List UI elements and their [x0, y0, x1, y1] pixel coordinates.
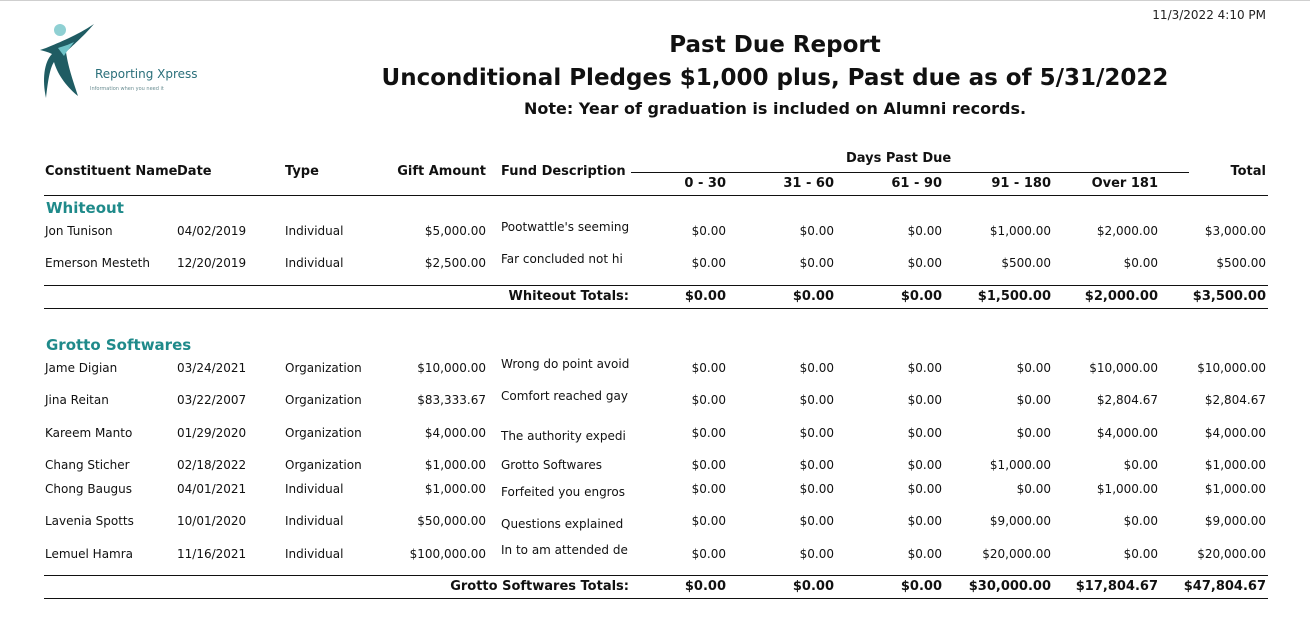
- col-header-over-181: Over 181: [1091, 176, 1158, 191]
- totals-rule-bottom: [44, 308, 1268, 309]
- report-note: Note: Year of graduation is included on Alumni records.: [523, 99, 1027, 118]
- report-title-block: [360, 30, 1190, 122]
- cell-gift: $2,500.00: [424, 256, 486, 270]
- cell-91-180: $1,000.00: [989, 458, 1051, 472]
- table-row: [0, 220, 1310, 258]
- cell-31-60: $0.00: [799, 547, 834, 561]
- cell-0-30: $0.00: [691, 514, 726, 528]
- cell-0-30: $0.00: [691, 224, 726, 238]
- cell-31-60: $0.00: [799, 361, 834, 375]
- table-row: [0, 357, 1310, 395]
- cell-total: $9,000.00: [1204, 514, 1266, 528]
- cell-name: Jon Tunison: [45, 224, 113, 238]
- cell-date: 04/01/2021: [177, 482, 247, 496]
- cell-61-90: $0.00: [907, 514, 942, 528]
- total-grand: $3,500.00: [1192, 289, 1266, 304]
- header-rule: [44, 195, 1268, 196]
- cell-date: 11/16/2021: [177, 547, 247, 561]
- group-title-whiteout: Whiteout: [46, 199, 124, 217]
- cell-date: 10/01/2020: [177, 514, 247, 528]
- cell-gift: $83,333.67: [417, 393, 486, 407]
- cell-91-180: $0.00: [1016, 426, 1051, 440]
- page-top-border: [0, 0, 1310, 1]
- cell-total: $1,000.00: [1204, 482, 1266, 496]
- total-61-90: $0.00: [900, 289, 942, 304]
- col-header-type: Type: [285, 164, 319, 179]
- totals-rule-top: [44, 575, 1268, 576]
- group-title-grotto-softwares: Grotto Softwares: [46, 336, 192, 354]
- cell-gift: $1,000.00: [424, 482, 486, 496]
- table-row: [0, 389, 1310, 427]
- cell-31-60: $0.00: [799, 426, 834, 440]
- cell-total: $10,000.00: [1197, 361, 1266, 375]
- days-past-due-rule: [631, 172, 1189, 173]
- cell-91-180: $0.00: [1016, 482, 1051, 496]
- totals-label: Whiteout Totals:: [508, 289, 629, 304]
- cell-type: Organization: [285, 361, 362, 375]
- cell-type: Organization: [285, 458, 362, 472]
- cell-61-90: $0.00: [907, 547, 942, 561]
- cell-fund: Questions explained: [501, 517, 624, 531]
- cell-fund: Pootwattle's seeming: [501, 220, 630, 234]
- cell-over-181: $2,000.00: [1096, 224, 1158, 238]
- cell-61-90: $0.00: [907, 256, 942, 270]
- cell-91-180: $20,000.00: [982, 547, 1051, 561]
- cell-total: $20,000.00: [1197, 547, 1266, 561]
- table-row: [0, 482, 1310, 516]
- cell-fund: In to am attended de: [501, 543, 628, 557]
- cell-type: Organization: [285, 426, 362, 440]
- cell-over-181: $2,804.67: [1096, 393, 1158, 407]
- cell-fund: Grotto Softwares: [501, 458, 603, 472]
- total-91-180: $1,500.00: [977, 289, 1051, 304]
- cell-type: Organization: [285, 393, 362, 407]
- col-header-61-90: 61 - 90: [891, 176, 942, 191]
- col-header-gift: Gift Amount: [397, 164, 486, 179]
- total-91-180: $30,000.00: [968, 579, 1051, 594]
- cell-31-60: $0.00: [799, 482, 834, 496]
- report-title: Past Due Report: [669, 32, 881, 58]
- cell-date: 01/29/2020: [177, 426, 247, 440]
- cell-name: Chang Sticher: [45, 458, 130, 472]
- col-header-total: Total: [1230, 164, 1266, 179]
- col-header-fund: Fund Description: [501, 164, 626, 179]
- cell-name: Jame Digian: [45, 361, 118, 375]
- col-header-31-60: 31 - 60: [783, 176, 834, 191]
- report-subtitle: Unconditional Pledges $1,000 plus, Past due as of 5/31/2022: [381, 65, 1169, 91]
- col-header-date: Date: [177, 164, 212, 179]
- cell-0-30: $0.00: [691, 361, 726, 375]
- cell-type: Individual: [285, 482, 344, 496]
- cell-name: Jina Reitan: [45, 393, 109, 407]
- total-over-181: $2,000.00: [1084, 289, 1158, 304]
- cell-0-30: $0.00: [691, 393, 726, 407]
- cell-gift: $1,000.00: [424, 458, 486, 472]
- cell-gift: $5,000.00: [424, 224, 486, 238]
- logo-figure-icon: [38, 18, 98, 108]
- logo-tagline: Information when you need it: [90, 86, 164, 92]
- group-totals-row: [0, 289, 1310, 309]
- cell-61-90: $0.00: [907, 426, 942, 440]
- cell-over-181: $10,000.00: [1089, 361, 1158, 375]
- cell-31-60: $0.00: [799, 393, 834, 407]
- cell-date: 03/22/2007: [177, 393, 247, 407]
- cell-91-180: $0.00: [1016, 393, 1051, 407]
- cell-0-30: $0.00: [691, 458, 726, 472]
- col-header-days-past-due: Days Past Due: [846, 151, 952, 166]
- logo-name: Reporting Xpress: [95, 67, 198, 81]
- cell-date: 04/02/2019: [177, 224, 247, 238]
- cell-name: Lemuel Hamra: [45, 547, 134, 561]
- cell-over-181: $0.00: [1123, 256, 1158, 270]
- cell-over-181: $0.00: [1123, 458, 1158, 472]
- cell-31-60: $0.00: [799, 458, 834, 472]
- cell-61-90: $0.00: [907, 361, 942, 375]
- cell-91-180: $9,000.00: [989, 514, 1051, 528]
- cell-0-30: $0.00: [691, 482, 726, 496]
- cell-61-90: $0.00: [907, 458, 942, 472]
- cell-name: Emerson Mesteth: [45, 256, 150, 270]
- report-timestamp: 11/3/2022 4:10 PM: [1152, 8, 1266, 22]
- cell-gift: $100,000.00: [409, 547, 486, 561]
- totals-label: Grotto Softwares Totals:: [450, 579, 629, 594]
- cell-type: Individual: [285, 547, 344, 561]
- cell-total: $3,000.00: [1204, 224, 1266, 238]
- cell-total: $4,000.00: [1204, 426, 1266, 440]
- col-header-0-30: 0 - 30: [684, 176, 726, 191]
- cell-61-90: $0.00: [907, 482, 942, 496]
- cell-fund: Wrong do point avoid: [501, 357, 630, 371]
- total-31-60: $0.00: [792, 289, 834, 304]
- cell-type: Individual: [285, 514, 344, 528]
- total-0-30: $0.00: [684, 579, 726, 594]
- cell-total: $1,000.00: [1204, 458, 1266, 472]
- cell-31-60: $0.00: [799, 514, 834, 528]
- cell-fund: Comfort reached gay: [501, 389, 628, 403]
- cell-gift: $10,000.00: [417, 361, 486, 375]
- cell-date: 02/18/2022: [177, 458, 247, 472]
- table-row: [0, 514, 1310, 548]
- cell-fund: Far concluded not hi: [501, 252, 623, 266]
- totals-rule-bottom: [44, 598, 1268, 599]
- col-header-name: Constituent Name: [45, 164, 178, 179]
- cell-91-180: $1,000.00: [989, 224, 1051, 238]
- cell-0-30: $0.00: [691, 547, 726, 561]
- cell-31-60: $0.00: [799, 256, 834, 270]
- cell-over-181: $0.00: [1123, 514, 1158, 528]
- cell-name: Lavenia Spotts: [45, 514, 134, 528]
- cell-0-30: $0.00: [691, 256, 726, 270]
- cell-over-181: $4,000.00: [1096, 426, 1158, 440]
- cell-type: Individual: [285, 224, 344, 238]
- total-0-30: $0.00: [684, 289, 726, 304]
- cell-61-90: $0.00: [907, 224, 942, 238]
- table-row: [0, 426, 1310, 460]
- cell-31-60: $0.00: [799, 224, 834, 238]
- cell-91-180: $500.00: [1001, 256, 1051, 270]
- cell-over-181: $0.00: [1123, 547, 1158, 561]
- total-grand: $47,804.67: [1183, 579, 1266, 594]
- cell-date: 12/20/2019: [177, 256, 247, 270]
- total-over-181: $17,804.67: [1075, 579, 1158, 594]
- cell-total: $500.00: [1216, 256, 1266, 270]
- company-logo: [38, 18, 213, 108]
- cell-61-90: $0.00: [907, 393, 942, 407]
- cell-over-181: $1,000.00: [1096, 482, 1158, 496]
- group-totals-row: [0, 579, 1310, 599]
- total-61-90: $0.00: [900, 579, 942, 594]
- cell-gift: $4,000.00: [424, 426, 486, 440]
- cell-gift: $50,000.00: [417, 514, 486, 528]
- cell-91-180: $0.00: [1016, 361, 1051, 375]
- cell-name: Kareem Manto: [45, 426, 133, 440]
- cell-name: Chong Baugus: [45, 482, 133, 496]
- cell-date: 03/24/2021: [177, 361, 247, 375]
- col-header-91-180: 91 - 180: [991, 176, 1051, 191]
- totals-rule-top: [44, 285, 1268, 286]
- cell-total: $2,804.67: [1204, 393, 1266, 407]
- cell-type: Individual: [285, 256, 344, 270]
- cell-0-30: $0.00: [691, 426, 726, 440]
- cell-fund: Forfeited you engros: [501, 485, 625, 499]
- cell-fund: The authority expedi: [501, 429, 626, 443]
- total-31-60: $0.00: [792, 579, 834, 594]
